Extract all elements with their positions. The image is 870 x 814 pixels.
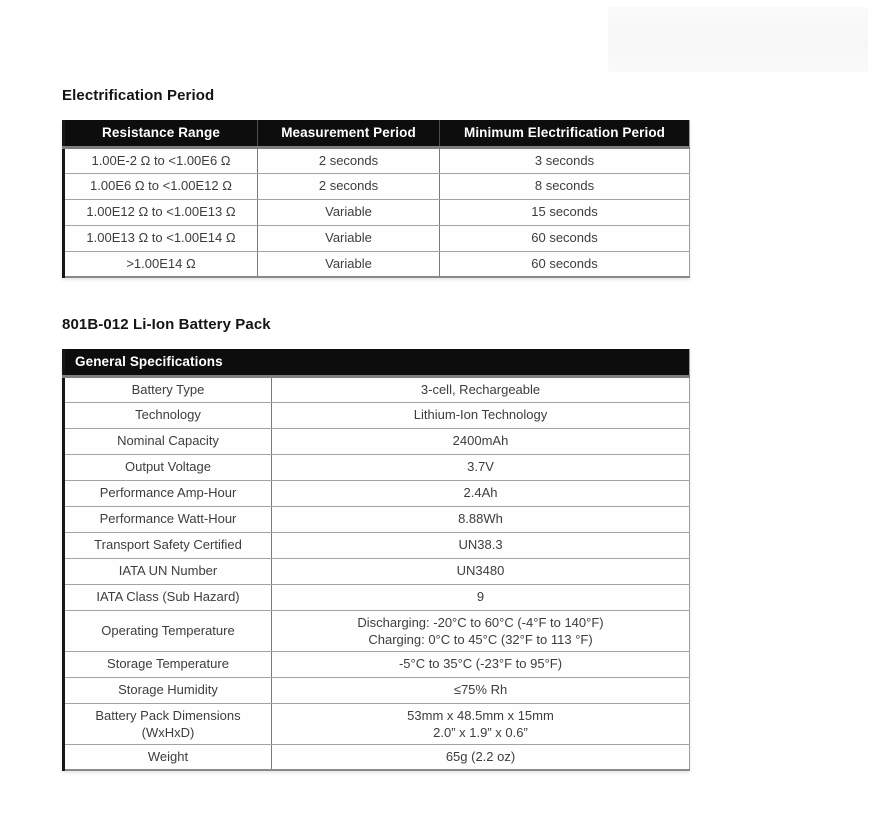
table-row xyxy=(64,558,690,584)
resistance-range-cell: 1.00E12 Ω to <1.00E13 Ω xyxy=(64,199,258,225)
table-row xyxy=(64,651,690,677)
spec-value-cell xyxy=(272,610,690,651)
table-row xyxy=(64,744,690,770)
measurement-period-cell: 2 seconds xyxy=(258,147,440,173)
value-line: 2.0” x 1.9” x 0.6” xyxy=(433,724,528,740)
table-row xyxy=(64,454,690,480)
spec-value-cell: ≤75% Rh xyxy=(272,677,690,703)
table-row xyxy=(64,173,690,199)
spec-value-cell: 65g (2.2 oz) xyxy=(272,744,690,770)
spec-label-cell: Storage Temperature xyxy=(64,651,272,677)
value-line: Discharging: -20°C to 60°C (-4°F to 140°F) xyxy=(357,614,604,630)
measurement-period-cell: Variable xyxy=(258,199,440,225)
spec-label-cell: IATA Class (Sub Hazard) xyxy=(64,584,272,610)
general-specifications-table xyxy=(62,349,690,771)
spec-label-cell: Operating Temperature xyxy=(64,610,272,651)
spec-label-cell: Transport Safety Certified xyxy=(64,532,272,558)
table-row xyxy=(64,677,690,703)
min-electrification-cell: 60 seconds xyxy=(440,225,690,251)
spec-value-cell: 8.88Wh xyxy=(272,506,690,532)
spec-label-cell: Performance Watt-Hour xyxy=(64,506,272,532)
table-row xyxy=(64,376,690,402)
spec-value-cell: 9 xyxy=(272,584,690,610)
spec-label-cell: Performance Amp-Hour xyxy=(64,480,272,506)
banner-general-specifications: General Specifications xyxy=(64,349,690,376)
document-content xyxy=(62,0,688,771)
table-row xyxy=(64,610,690,651)
table-row xyxy=(64,532,690,558)
resistance-range-cell: >1.00E14 Ω xyxy=(126,255,196,271)
measurement-period-cell: Variable xyxy=(258,225,440,251)
table-row xyxy=(64,703,690,744)
col-header-measurement-period: Measurement Period xyxy=(258,120,440,147)
min-electrification-cell: 8 seconds xyxy=(440,173,690,199)
spec-value-cell: 3.7V xyxy=(272,454,690,480)
measurement-period-cell: Variable xyxy=(258,251,440,277)
spec-value-cell: UN38.3 xyxy=(272,532,690,558)
spec-label-cell: Battery Type xyxy=(64,376,272,402)
label-line: (WxHxD) xyxy=(141,724,195,740)
table-row xyxy=(64,480,690,506)
spec-label-cell: Storage Humidity xyxy=(64,677,272,703)
spec-value-cell xyxy=(272,703,690,744)
spec-label-cell: Technology xyxy=(64,402,272,428)
table-row xyxy=(64,402,690,428)
resistance-range-cell: 1.00E13 Ω to <1.00E14 Ω xyxy=(64,225,258,251)
spec-value-cell: UN3480 xyxy=(272,558,690,584)
spec-value-cell: 2.4Ah xyxy=(272,480,690,506)
resistance-range-cell: 1.00E6 Ω to <1.00E12 Ω xyxy=(64,173,258,199)
table-header-row xyxy=(64,120,690,147)
table-row xyxy=(64,199,690,225)
measurement-period-cell: 2 seconds xyxy=(258,173,440,199)
value-line: Charging: 0°C to 45°C (32°F to 113 °F) xyxy=(368,631,593,647)
spec-label-cell: Nominal Capacity xyxy=(64,428,272,454)
table-row xyxy=(64,428,690,454)
spec-value-cell: Lithium-Ion Technology xyxy=(272,402,690,428)
table-row xyxy=(64,584,690,610)
electrification-period-table xyxy=(62,120,690,278)
min-electrification-cell: 15 seconds xyxy=(440,199,690,225)
spec-label-cell: Output Voltage xyxy=(64,454,272,480)
section-title-battery-pack: 801B-012 Li-Ion Battery Pack xyxy=(62,316,271,333)
col-header-minimum-electrification-period: Minimum Electrification Period xyxy=(440,120,690,147)
table-row xyxy=(64,147,690,173)
value-line: 53mm x 48.5mm x 15mm xyxy=(407,707,554,723)
min-electrification-cell: 60 seconds xyxy=(440,251,690,277)
label-line: Battery Pack Dimensions xyxy=(95,707,241,723)
spec-value-cell: -5°C to 35°C (-23°F to 95°F) xyxy=(272,651,690,677)
table-row xyxy=(64,225,690,251)
col-header-resistance-range: Resistance Range xyxy=(64,120,258,147)
min-electrification-cell: 3 seconds xyxy=(440,147,690,173)
spec-value-cell: 2400mAh xyxy=(272,428,690,454)
resistance-range-cell: 1.00E-2 Ω to <1.00E6 Ω xyxy=(64,147,258,173)
section-title-electrification-period: Electrification Period xyxy=(62,87,215,104)
spec-value-cell: 3-cell, Rechargeable xyxy=(272,376,690,402)
spec-label-cell xyxy=(64,703,272,744)
table-row xyxy=(64,506,690,532)
table-row xyxy=(64,251,690,277)
spec-label-cell: Weight xyxy=(147,748,189,764)
spec-label-cell: IATA UN Number xyxy=(64,558,272,584)
table-banner-row xyxy=(64,349,690,376)
